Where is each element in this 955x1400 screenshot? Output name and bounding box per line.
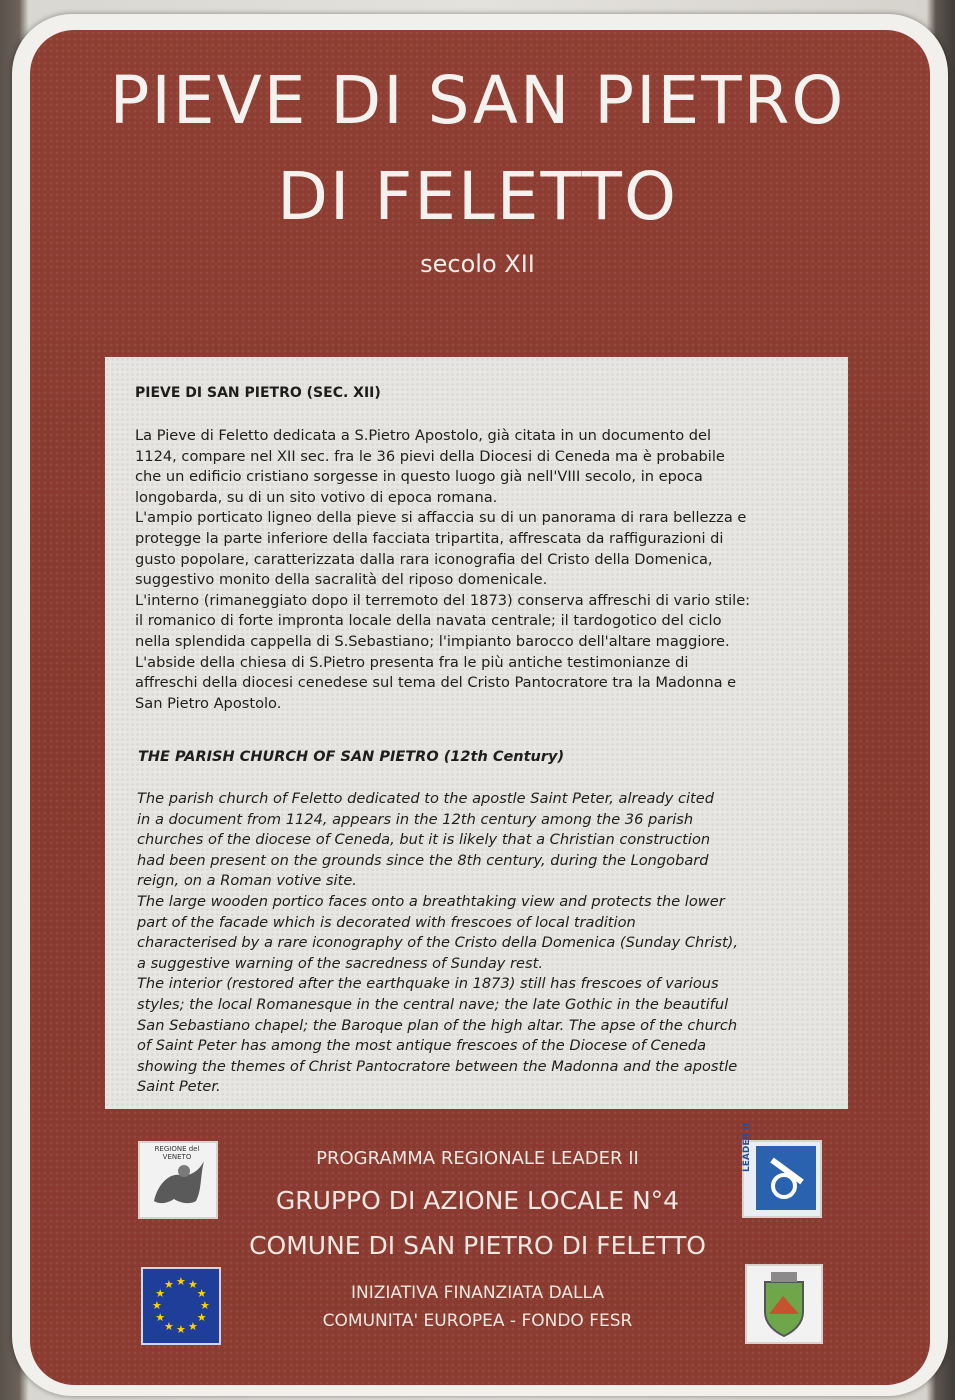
star-icon: ★: [188, 1319, 198, 1333]
sign-title-line2: DI FELETTO: [277, 158, 678, 235]
star-icon: ★: [164, 1319, 174, 1333]
footer-funded-by: INIZIATIVA FINANZIATA DALLA: [351, 1283, 604, 1303]
star-icon: ★: [200, 1299, 210, 1312]
english-heading: THE PARISH CHURCH OF SAN PIETRO (12th Century): [138, 749, 565, 765]
sign-subtitle: secolo XII: [420, 250, 535, 278]
italian-heading: PIEVE DI SAN PIETRO (SEC. XII): [135, 385, 381, 401]
star-icon: ★: [188, 1278, 198, 1292]
star-icon: ★: [155, 1287, 166, 1300]
leader-logo-text: LEADER II: [742, 1122, 752, 1172]
english-body: The parish church of Feletto dedicated to the apostle Saint Peter, already cited in a document from 1124, appears in the 12th century among the 36 parish churches of the diocese of Ceneda, but it is likely that a Christian construction had been present on the grounds since the 8th century, during the Longobard reign, on a Roman votive site. The large wooden portico faces onto a breathtaking view and protects the lower part of the facade which is decorated with frescoes of local tradition characterised by a rare iconography of the Cristo della Domenica (Sunday Christ), a suggestive warning of the sacredness of Sunday rest. The interior (restored after the earthquake in 1873) still has frescoes of various styles; the local Romanesque in the central nave; the late Gothic in the beautiful San Sebastiano chapel; the Baroque plan of the high altar. The apse of the church of Saint Peter has among the most antique frescoes of the Diocese of Ceneda showing the themes of Christ Pantocratore between the Madonna and the apostle Saint Peter.: [137, 790, 739, 1096]
eu-flag-logo: [141, 1267, 221, 1345]
sign-title-line1: PIEVE DI SAN PIETRO: [109, 62, 846, 139]
footer-comune: COMUNE DI SAN PIETRO DI FELETTO: [249, 1231, 706, 1260]
italian-body: La Pieve di Feletto dedicata a S.Pietro Apostolo, già citata in un documento del 1124, compare nel XII sec. fra le 36 pievi della Diocesi di Ceneda ma è probabile che un edificio cristiano sorgesse in questo luogo già nell'VIII secolo, in epoca longobarda, su di un sito votivo di epoca romana. L'ampio porticato ligneo della pieve si affaccia su di un panorama di rara bellezza e protegge la parte inferiore della facciata tripartita, affrescata da raffigurazioni di gusto popolare, caratterizzata dalla rara iconografia del Cristo della Domenica, suggestivo monito della sacralità del riposo domenicale. L'interno (rimaneggiato dopo il terremoto del 1873) conserva affreschi di vario stile: il romanico di forte impronta locale della navata centrale; il tardogotico del ciclo nella splendida cappella di S.Sebastiano; l'impianto barocco dell'altare maggiore. L'abside della chiesa di S.Pietro presenta fra le più antiche testimonianze di affreschi della diocesi cenedese sul tema del Cristo Pantocratore tra la Madonna e San Pietro Apostolo.: [135, 427, 751, 712]
comune-crest-logo: [745, 1264, 823, 1344]
footer-group: GRUPPO DI AZIONE LOCALE N°4: [275, 1186, 680, 1215]
footer-fund: COMUNITA' EUROPEA - FONDO FESR: [322, 1311, 633, 1331]
star-icon: ★: [196, 1311, 207, 1324]
veneto-logo-text: REGIONE del VENETO: [154, 1145, 200, 1161]
star-icon: ★: [176, 1323, 186, 1336]
star-icon: ★: [155, 1311, 166, 1324]
star-icon: ★: [164, 1278, 174, 1292]
star-icon: ★: [176, 1275, 186, 1288]
star-icon: ★: [152, 1299, 162, 1312]
footer-program: PROGRAMMA REGIONALE LEADER II: [316, 1148, 639, 1169]
star-icon: ★: [196, 1287, 207, 1300]
